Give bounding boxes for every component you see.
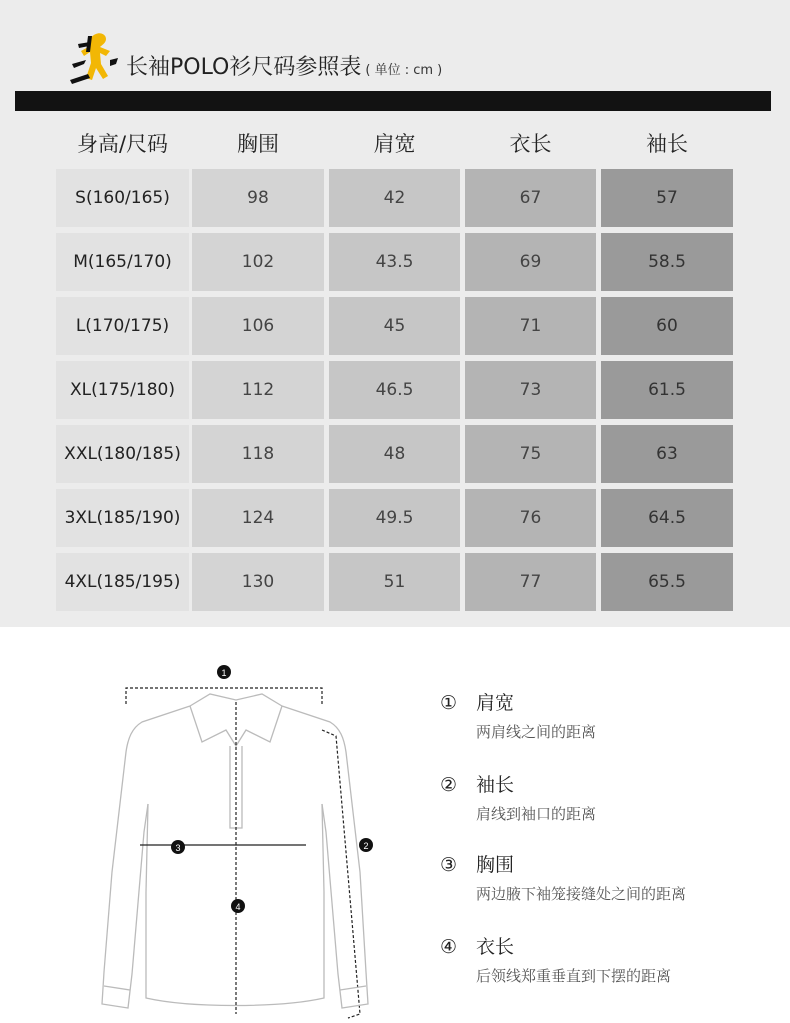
sleeve-cell: 58.5 bbox=[601, 233, 733, 291]
chest-cell: 102 bbox=[192, 233, 324, 291]
size-cell: 3XL(185/190) bbox=[56, 489, 189, 547]
legend-description: 两边腋下袖笼接缝处之间的距离 bbox=[476, 885, 687, 903]
sleeve-cell: 61.5 bbox=[601, 361, 733, 419]
shoulder-cell: 51 bbox=[329, 553, 460, 611]
table-header bbox=[56, 120, 736, 166]
sleeve-cell: 63 bbox=[601, 425, 733, 483]
column-header: 肩宽 bbox=[373, 132, 416, 156]
shoulder-cell: 46.5 bbox=[329, 361, 460, 419]
shoulder-cell: 42 bbox=[329, 169, 460, 227]
marker-4 bbox=[231, 899, 245, 913]
size-cell: XL(175/180) bbox=[56, 361, 189, 419]
table-row bbox=[56, 361, 736, 419]
marker-1-label: 1 bbox=[221, 668, 227, 678]
length-cell: 69 bbox=[465, 233, 596, 291]
legend-number: ② bbox=[440, 774, 458, 796]
legend-description: 肩线到袖口的距离 bbox=[476, 805, 597, 823]
legend-item-chest bbox=[440, 851, 780, 905]
chest-cell: 124 bbox=[192, 489, 324, 547]
shoulder-cell: 43.5 bbox=[329, 233, 460, 291]
polo-shirt-diagram bbox=[90, 642, 400, 1022]
legend-name: 胸围 bbox=[476, 854, 515, 876]
size-cell: L(170/175) bbox=[56, 297, 189, 355]
table-row bbox=[56, 233, 736, 291]
legend-item-length bbox=[440, 933, 780, 987]
legend-name: 肩宽 bbox=[476, 692, 515, 714]
legend-item-sleeve bbox=[440, 771, 780, 825]
shoulder-cell: 45 bbox=[329, 297, 460, 355]
legend-name: 袖长 bbox=[476, 774, 515, 796]
brand-logo-icon bbox=[66, 30, 124, 86]
legend-number: ③ bbox=[440, 854, 458, 876]
column-header: 身高/尺码 bbox=[76, 132, 169, 156]
table-row bbox=[56, 553, 736, 611]
header-divider-bar bbox=[15, 91, 771, 111]
unit-label: ( 单位 : cm ) bbox=[365, 63, 443, 78]
column-header: 袖长 bbox=[646, 132, 688, 156]
shoulder-cell: 49.5 bbox=[329, 489, 460, 547]
length-cell: 73 bbox=[465, 361, 596, 419]
size-cell: XXL(180/185) bbox=[56, 425, 189, 483]
table-row bbox=[56, 169, 736, 227]
marker-4-label: 4 bbox=[235, 902, 241, 912]
size-cell: 4XL(185/195) bbox=[56, 553, 189, 611]
sleeve-cell: 64.5 bbox=[601, 489, 733, 547]
table-row bbox=[56, 489, 736, 547]
chest-cell: 106 bbox=[192, 297, 324, 355]
sleeve-cell: 60 bbox=[601, 297, 733, 355]
column-header: 衣长 bbox=[509, 132, 552, 156]
page-header bbox=[0, 0, 790, 120]
size-cell: M(165/170) bbox=[56, 233, 189, 291]
shoulder-cell: 48 bbox=[329, 425, 460, 483]
marker-2 bbox=[359, 838, 373, 852]
length-cell: 76 bbox=[465, 489, 596, 547]
column-header: 胸围 bbox=[237, 132, 279, 156]
length-cell: 75 bbox=[465, 425, 596, 483]
length-cell: 77 bbox=[465, 553, 596, 611]
chest-cell: 118 bbox=[192, 425, 324, 483]
legend-item-shoulder bbox=[440, 689, 780, 743]
marker-3-label: 3 bbox=[175, 843, 181, 853]
length-cell: 67 bbox=[465, 169, 596, 227]
marker-3 bbox=[171, 840, 185, 854]
length-cell: 71 bbox=[465, 297, 596, 355]
page-title bbox=[126, 50, 442, 81]
chest-cell: 98 bbox=[192, 169, 324, 227]
chest-cell: 130 bbox=[192, 553, 324, 611]
legend-name: 衣长 bbox=[476, 936, 515, 958]
legend-description: 两肩线之间的距离 bbox=[476, 723, 597, 741]
legend-description: 后领线郑重垂直到下摆的距离 bbox=[476, 967, 672, 985]
marker-1 bbox=[217, 665, 231, 679]
size-cell: S(160/165) bbox=[56, 169, 189, 227]
legend-number: ④ bbox=[440, 936, 458, 958]
chest-cell: 112 bbox=[192, 361, 324, 419]
measurement-guide bbox=[0, 627, 790, 1023]
legend-number: ① bbox=[440, 692, 458, 714]
title-text: 长袖POLO衫尺码参照表 bbox=[126, 55, 362, 80]
table-row bbox=[56, 425, 736, 483]
marker-2-label: 2 bbox=[363, 841, 369, 851]
table-row bbox=[56, 297, 736, 355]
sleeve-cell: 65.5 bbox=[601, 553, 733, 611]
sleeve-cell: 57 bbox=[601, 169, 733, 227]
